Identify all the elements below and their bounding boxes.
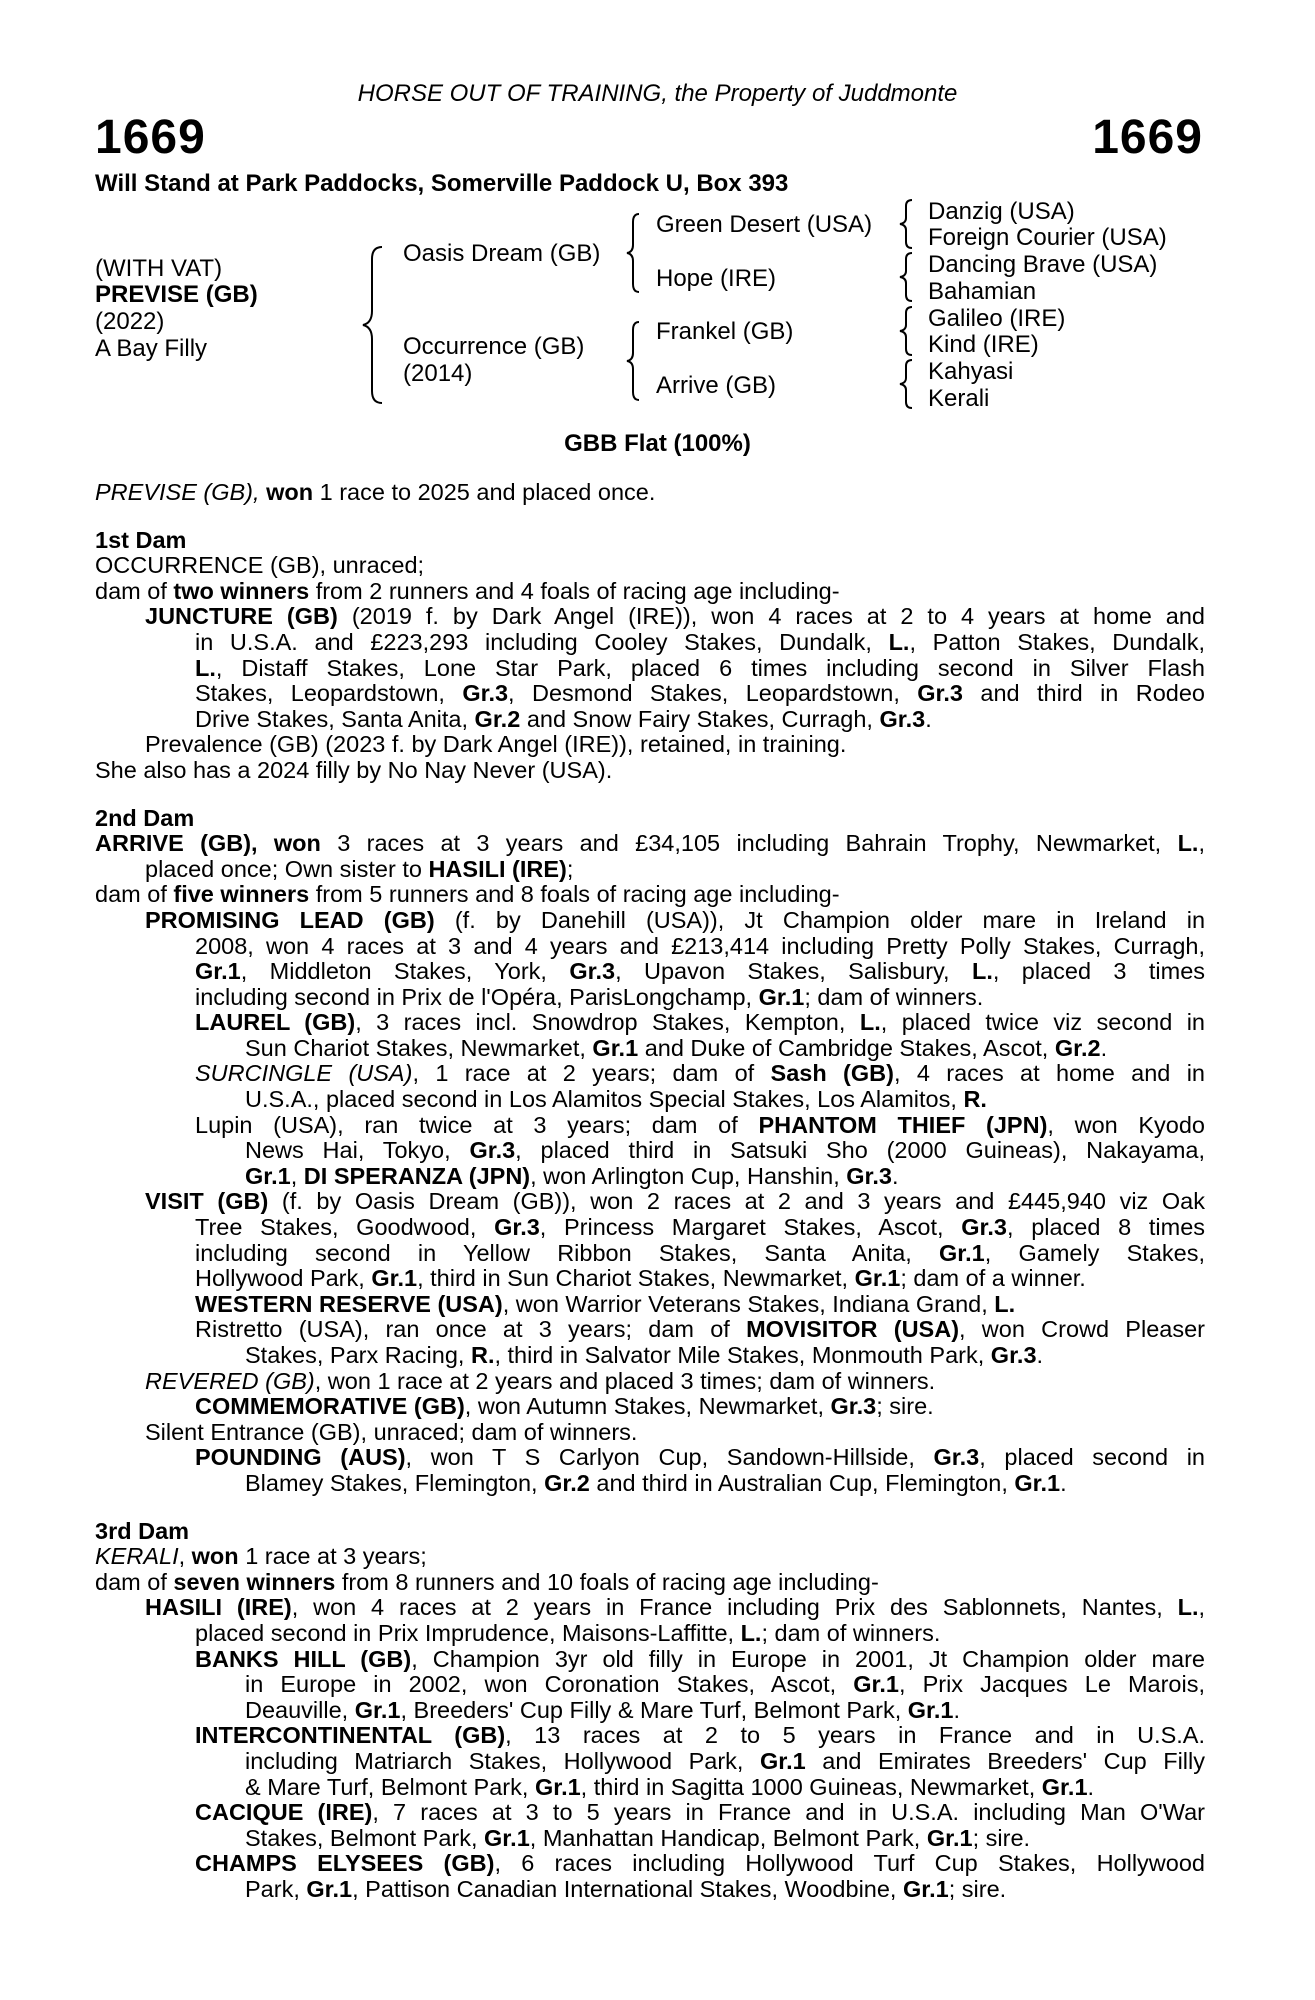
kerali-produce: dam of seven winners from 8 runners and 10 foals of racing age including-: [95, 1568, 879, 1595]
lupin-entry: Lupin (USA), ran twice at 3 years; dam of PHANTOM THIEF (JPN), won Kyodo News Hai, Tokyo, Gr.3, placed third in Satsuki Sho (2000 Guineas), Nakayama, Gr.1, DI SPERANZA (JPN), won Arlington Cup, Hanshin, Gr.3.: [195, 1111, 1206, 1189]
banks-hill-entry: BANKS HILL (GB), Champion 3yr old filly in Europe in 2001, Jt Champion older mare in Europe in 2002, won Coronation Stakes, Ascot, Gr.1, Prix Jacques Le Marois, Deauville, Gr.1, Breeders' Cup Filly & Mare Turf, Belmont Park, Gr.1.: [195, 1645, 1206, 1723]
catalogue-body: [95, 480, 1205, 1902]
gbb-flat-note: GBB Flat (100%): [564, 430, 751, 457]
gg-brace-2-icon: [898, 251, 918, 303]
main-brace-icon: [360, 245, 390, 405]
lot-number-left: 1669: [95, 111, 206, 164]
dam-sire-dam: Kind (IRE): [928, 331, 1039, 358]
stand-location: Will Stand at Park Paddocks, Somerville Paddock U, Box 393: [95, 170, 789, 197]
horse-description: A Bay Filly: [95, 335, 208, 362]
sire-name: Oasis Dream (GB): [403, 240, 601, 267]
gg-brace-1-icon: [898, 198, 918, 250]
dam-sire: Frankel (GB): [656, 318, 794, 345]
first-dam-heading: 1st Dam: [95, 526, 187, 553]
lot-number-right: 1669: [1092, 111, 1203, 164]
juncture-entry: JUNCTURE (GB) (2019 f. by Dark Angel (IRE)), won 4 races at 2 to 4 years at home and in U.S.A. and £223,293 including Cooley Stakes, Dundalk, L., Patton Stakes, Dundalk, L., Distaff Stakes, Lone Star Park, placed 6 times including second in Silver Flash Stakes, Leopardstown, Gr.3, Desmond Stakes, Leopardstown, Gr.3 and third in Rodeo Drive Stakes, Santa Anita, Gr.2 and Snow Fairy Stakes, Curragh, Gr.3. Prevalence (GB) (2023 f. by Dark Angel (IRE)), retained, in training.: [145, 603, 1206, 758]
summary-line: PREVISE (GB), won 1 race to 2025 and placed once.: [95, 479, 656, 505]
visit-entry: VISIT (GB) (f. by Oasis Dream (GB)), won 2 races at 2 and 3 years and £445,940 viz Oak Tree Stakes, Goodwood, Gr.3, Princess Margaret Stakes, Ascot, Gr.3, placed 8 times including second in Yellow Ribbon Stakes, Santa Anita, Gr.1, Gamely Stakes, Hollywood Park, Gr.1, third in Sun Chariot Stakes, Newmarket, Gr.1; dam of a winner.: [145, 1188, 1206, 1292]
dam-dam: Arrive (GB): [656, 372, 776, 399]
promising-lead-entry: PROMISING LEAD (GB) (f. by Danehill (USA)), Jt Champion older mare in Ireland in 2008, won 4 races at 3 and 4 years and £213,414 including Pretty Polly Stakes, Curragh, Gr.1, Middleton Stakes, York, Gr.3, Upavon Stakes, Salisbury, L., placed 3 times including second in Prix de l'Opéra, ParisLongchamp, Gr.1; dam of winners.: [145, 906, 1206, 1010]
arrive-produce: dam of five winners from 5 runners and 8 foals of racing age including-: [95, 881, 840, 908]
first-dam-produce: dam of two winners from 2 runners and 4 foals of racing age including-: [95, 577, 840, 604]
sire-dam-sire: Dancing Brave (USA): [928, 251, 1158, 278]
dam-sire-sire: Galileo (IRE): [928, 305, 1066, 332]
horse-name: PREVISE (GB): [95, 281, 258, 308]
dam-dam-dam: Kerali: [928, 385, 990, 412]
hasili-entry: HASILI (IRE), won 4 races at 2 years in France including Prix des Sablonnets, Nantes, L., placed second in Prix Imprudence, Maisons-Laffitte, L.; dam of winners.: [145, 1594, 1206, 1646]
sire-sire-sire: Danzig (USA): [928, 198, 1075, 225]
gg-brace-3-icon: [898, 305, 918, 357]
dam-brace-icon: [625, 320, 645, 402]
sire-dam: Hope (IRE): [656, 265, 777, 292]
intercontinental-entry: INTERCONTINENTAL (GB), 13 races at 2 to 5 years in France and in U.S.A. including Matriarch Stakes, Hollywood Park, Gr.1 and Emirates Breeders' Cup Filly & Mare Turf, Belmont Park, Gr.1, third in Sagitta 1000 Guineas, Newmarket, Gr.1.: [195, 1722, 1206, 1800]
dam-year: (2014): [403, 360, 473, 387]
dam-dam-sire: Kahyasi: [928, 358, 1014, 385]
sire-sire: Green Desert (USA): [656, 211, 873, 238]
prevalence-entry: Prevalence (GB) (2023 f. by Dark Angel (IRE)), retained, in training.: [145, 731, 847, 758]
laurel-entry: LAUREL (GB), 3 races incl. Snowdrop Stakes, Kempton, L., placed twice viz second in Sun Chariot Stakes, Newmarket, Gr.1 and Duke of Cambridge Stakes, Ascot, Gr.2.: [195, 1009, 1205, 1061]
gg-brace-4-icon: [898, 358, 918, 410]
second-dam-heading: 2nd Dam: [95, 804, 195, 831]
revered-entry: REVERED (GB), won 1 race at 2 years and placed 3 times; dam of winners.: [145, 1367, 936, 1394]
third-dam-heading: 3rd Dam: [95, 1517, 190, 1544]
sire-brace-icon: [625, 212, 645, 294]
arrive-line: ARRIVE (GB), won 3 races at 3 years and £34,105 including Bahrain Trophy, Newmarket, L.,: [95, 830, 1205, 857]
horse-year: (2022): [95, 308, 165, 335]
first-dam-name: OCCURRENCE (GB), unraced;: [95, 552, 425, 579]
champs-elysees-entry: CHAMPS ELYSEES (GB), 6 races including Hollywood Turf Cup Stakes, Hollywood Park, Gr.1, Pattison Canadian International Stakes, Woodbine, Gr.1; sire.: [195, 1850, 1205, 1902]
vendor-line: HORSE OUT OF TRAINING, the Property of Juddmonte: [357, 80, 958, 107]
cacique-entry: CACIQUE (IRE), 7 races at 3 to 5 years in France and in U.S.A. including Man O'War Stakes, Belmont Park, Gr.1, Manhattan Handicap, Belmont Park, Gr.1; sire.: [195, 1799, 1205, 1851]
western-reserve-entry: WESTERN RESERVE (USA), won Warrior Veterans Stakes, Indiana Grand, L.: [195, 1290, 1016, 1317]
sire-sire-dam: Foreign Courier (USA): [928, 224, 1167, 251]
pounding-entry: POUNDING (AUS), won T S Carlyon Cup, Sandown-Hillside, Gr.3, placed second in Blamey Stakes, Flemington, Gr.2 and third in Australian Cup, Flemington, Gr.1.: [195, 1444, 1205, 1496]
sire-dam-dam: Bahamian: [928, 278, 1037, 305]
dam-name: Occurrence (GB): [403, 333, 585, 360]
commemorative-entry: COMMEMORATIVE (GB), won Autumn Stakes, Newmarket, Gr.3; sire.: [195, 1393, 934, 1420]
arrive-continuation: placed once; Own sister to HASILI (IRE);: [145, 855, 574, 882]
vat-note: (WITH VAT): [95, 255, 223, 282]
surcingle-entry: SURCINGLE (USA), 1 race at 2 years; dam of Sash (GB), 4 races at home and in U.S.A., placed second in Los Alamitos Special Stakes, Los Alamitos, R.: [195, 1060, 1205, 1113]
also-note: She also has a 2024 filly by No Nay Never (USA).: [95, 756, 613, 783]
silent-entrance-entry: Silent Entrance (GB), unraced; dam of winners.: [145, 1418, 638, 1445]
kerali-line: KERALI, won 1 race at 3 years;: [95, 1543, 427, 1570]
ristretto-entry: Ristretto (USA), ran once at 3 years; dam of MOVISITOR (USA), won Crowd Pleaser Stakes, Parx Racing, R., third in Salvator Mile Stakes, Monmouth Park, Gr.3.: [195, 1316, 1205, 1368]
